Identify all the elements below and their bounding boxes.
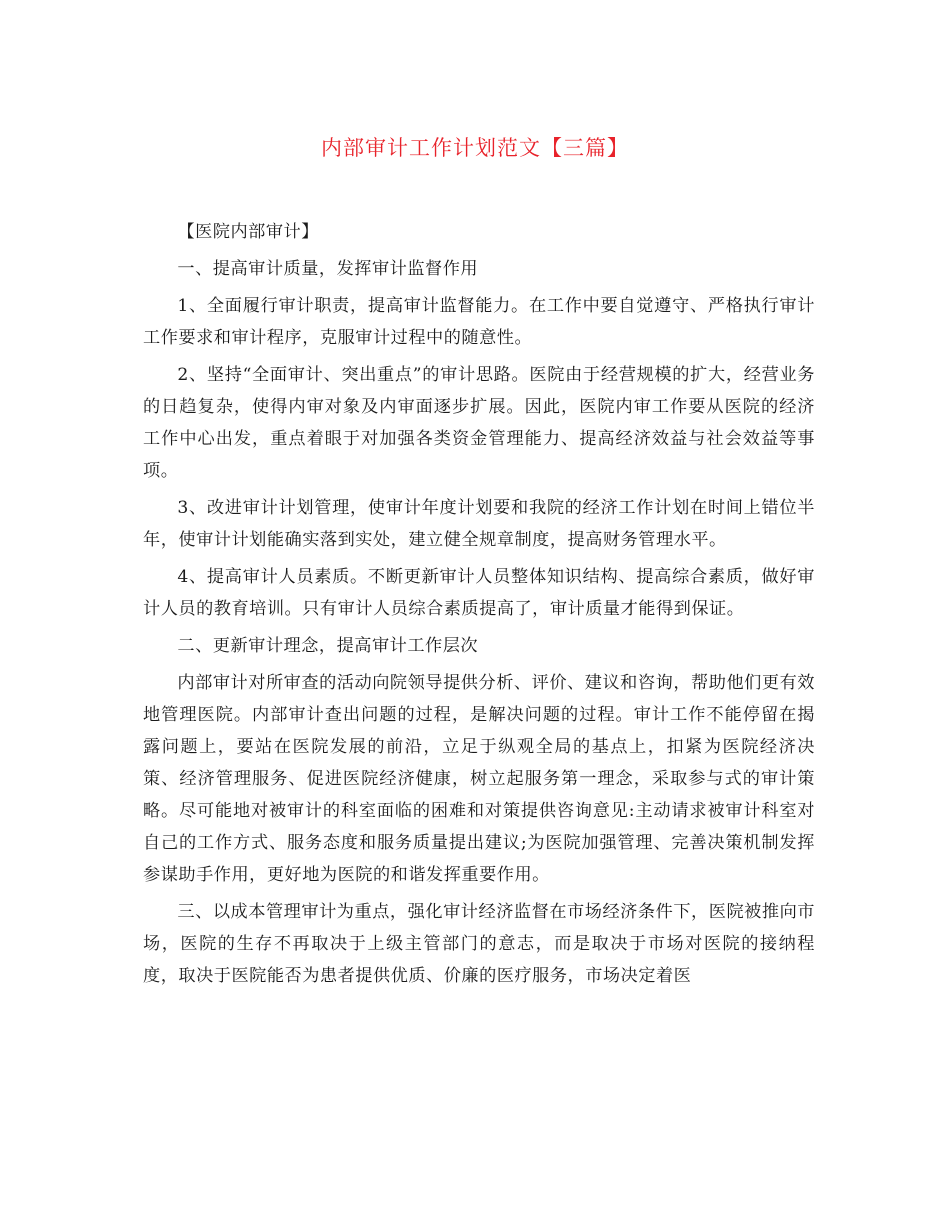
section-heading: 【医院内部审计】 (177, 222, 319, 242)
paragraph: 4、提高审计人员素质。不断更新审计人员整体知识结构、提高综合素质，做好审计人员的教育培训。只有审计人员综合素质提高了，审计质量才能得到保证。 (143, 567, 815, 619)
paragraph: 三、以成本管理审计为重点，强化审计经济监督在市场经济条件下，医院被推向市场，医院的生存不再取决于上级主管部门的意志，而是取决于市场对医院的接纳程度，取决于医院能否为患者提供优质、价廉的医疗服务，市场决定着医 (143, 902, 815, 986)
subsection-heading: 一、提高审计质量，发挥审计监督作用 (177, 259, 479, 279)
paragraph: 2、坚持“全面审计、突出重点”的审计思路。医院由于经营规模的扩大，经营业务的日趋复杂，使得内审对象及内审面逐步扩展。因此，医院内审工作要从医院的经济工作中心出发，重点着眼于对加强各类资金管理能力、提高经济效益与社会效益等事项。 (143, 365, 815, 481)
paragraph: 内部审计对所审查的活动向院领导提供分析、评价、建议和咨询，帮助他们更有效地管理医院。内部审计查出问题的过程，是解决问题的过程。审计工作不能停留在揭露问题上，要站在医院发展的前沿，立足于纵观全局的基点上，扣紧为医院经济决策、经济管理服务、促进医院经济健康，树立起服务第一理念，采取参与式的审计策略。尽可能地对被审计的科室面临的困难和对策提供咨询意见:主动请求被审计科室对自己的工作方式、服务态度和服务质量提出建议;为医院加强管理、完善决策机制发挥参谋助手作用，更好地为医院的和谐发挥重要作用。 (143, 673, 815, 885)
paragraph: 3、改进审计计划管理，使审计年度计划要和我院的经济工作计划在时间上错位半年，使审计计划能确实落到实处，建立健全规章制度，提高财务管理水平。 (143, 498, 815, 550)
document-body (143, 216, 815, 997)
document-title: 内部审计工作计划范文【三篇】 (321, 136, 629, 160)
paragraph: 1、全面履行审计职责，提高审计监督能力。在工作中要自觉遵守、严格执行审计工作要求和审计程序，克服审计过程中的随意性。 (143, 296, 815, 348)
subsection-heading: 二、更新审计理念，提高审计工作层次 (177, 636, 479, 656)
